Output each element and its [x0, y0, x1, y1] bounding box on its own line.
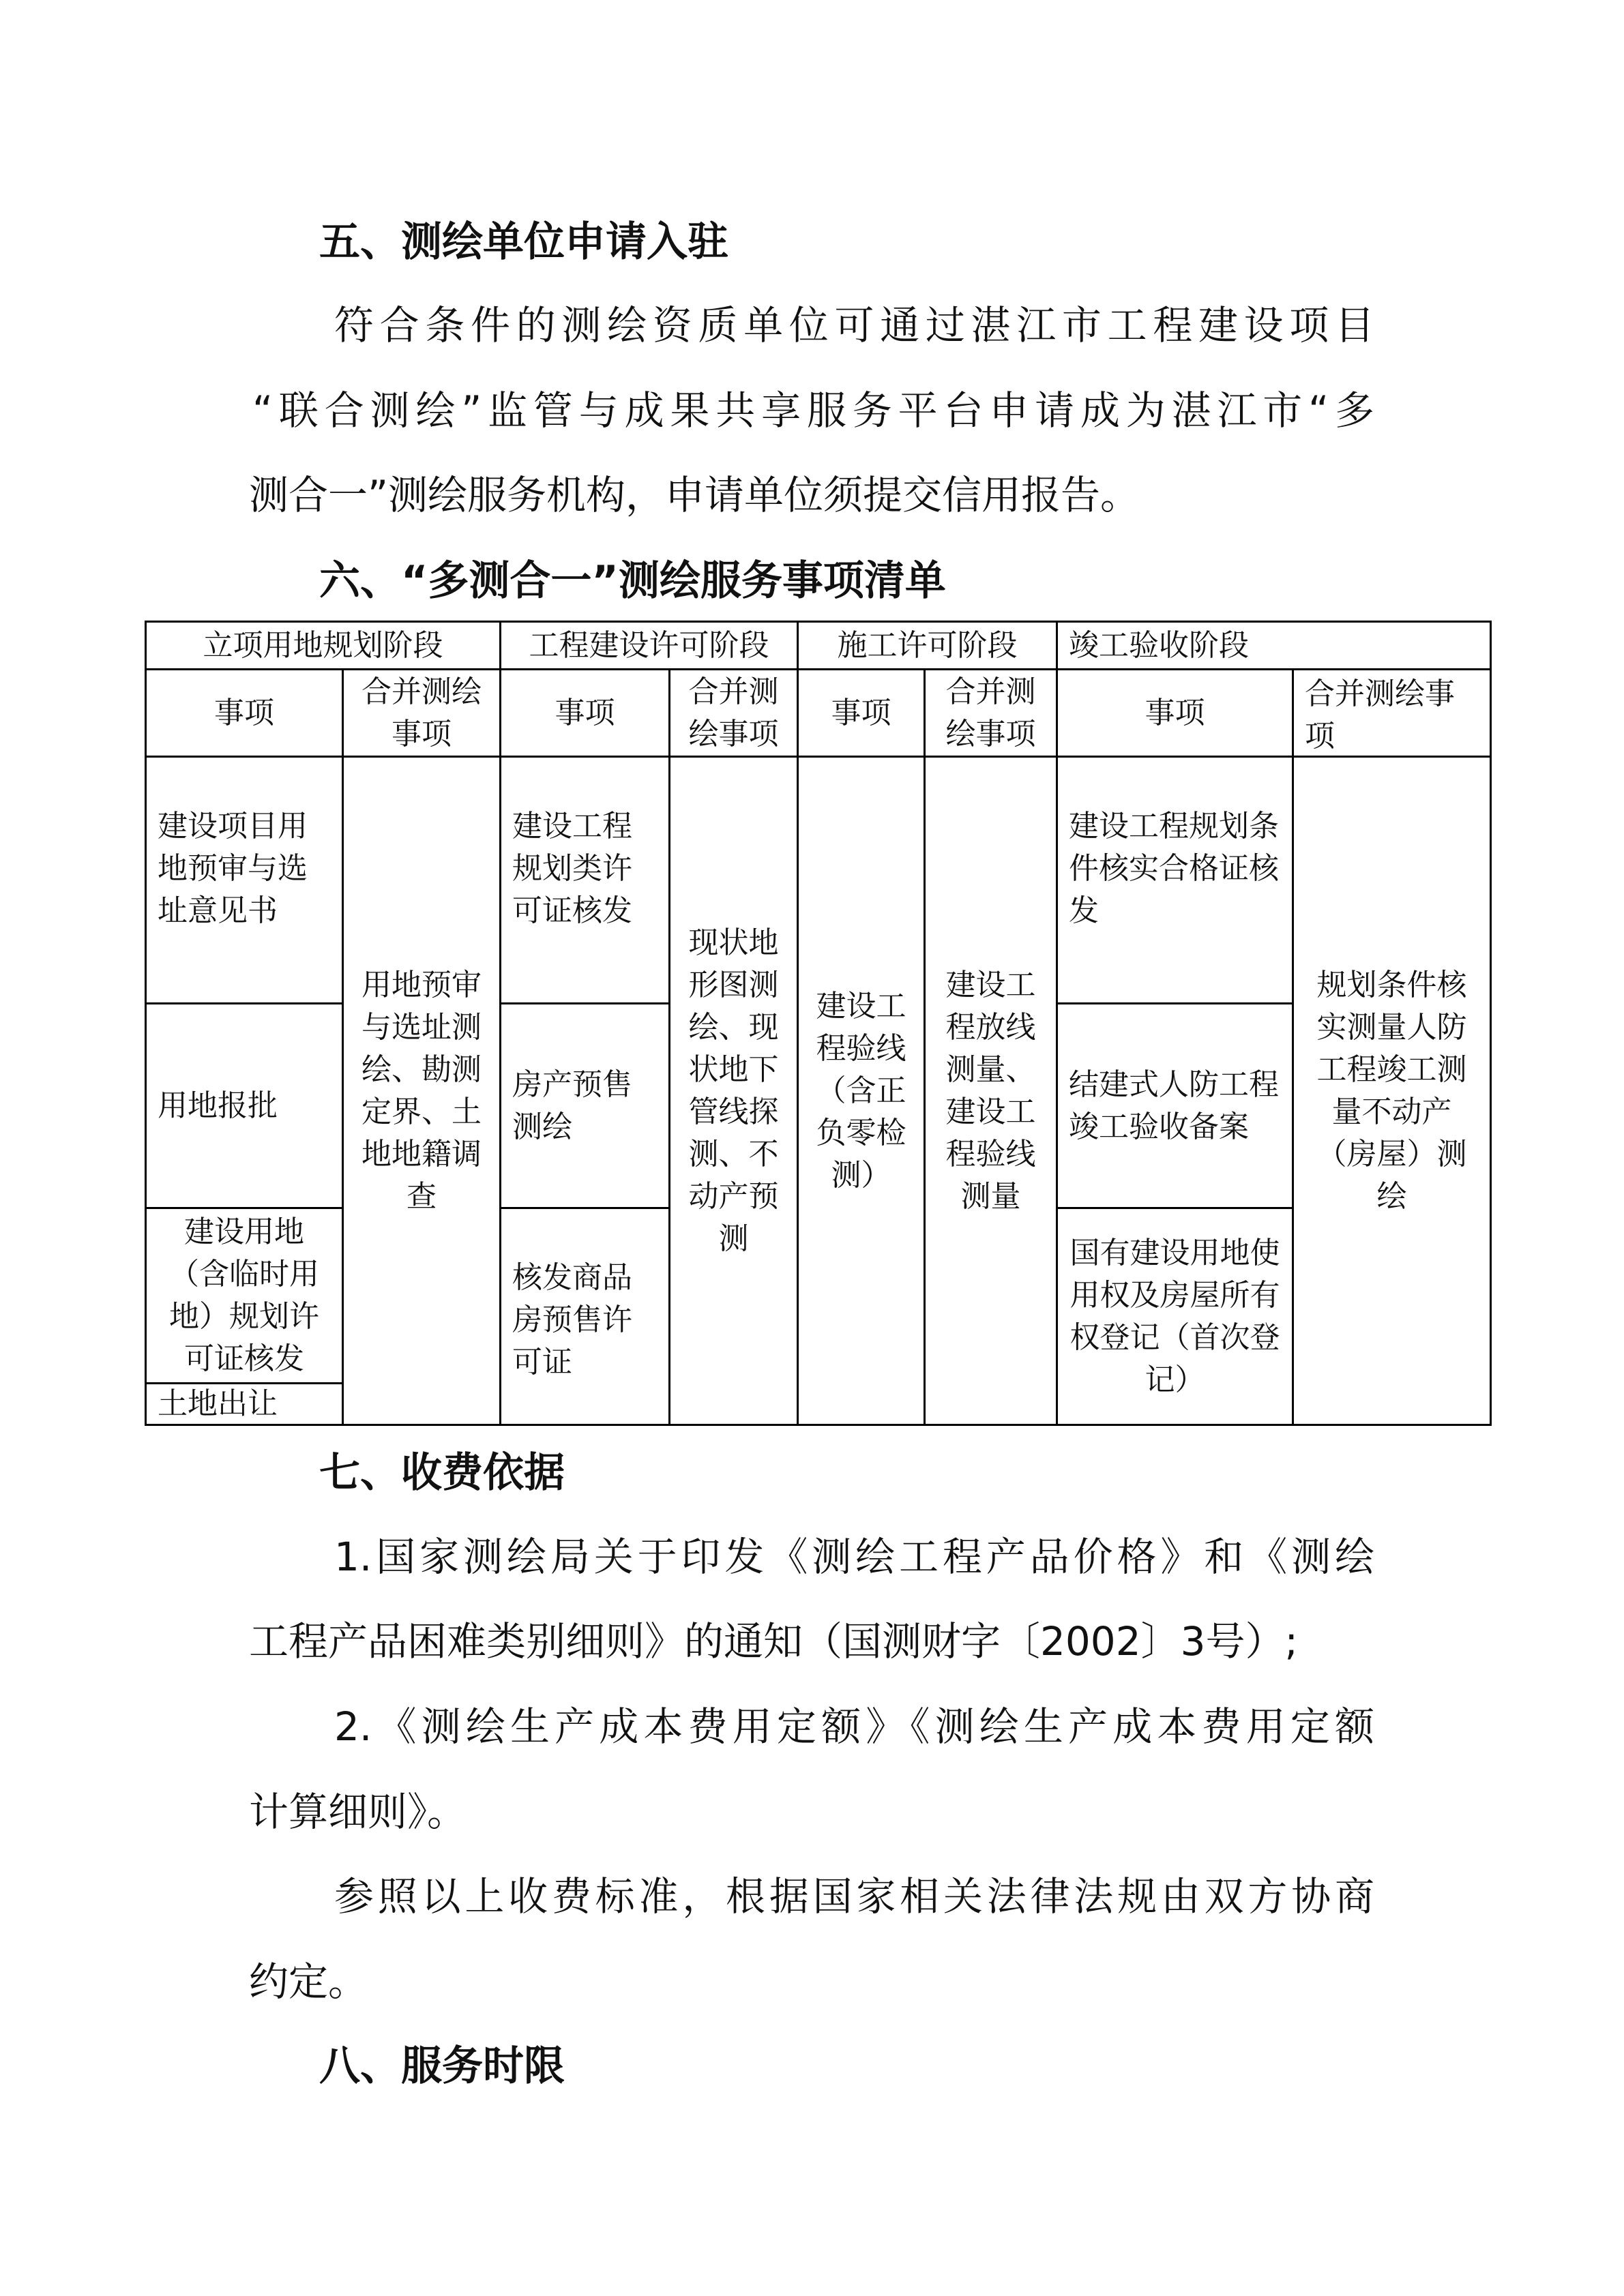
col-header-merged: 合并测绘事项: [688, 674, 779, 751]
stage2-merged-surveys: 现状地形图测绘、现状地下管线探测、不动产预测: [688, 925, 779, 1256]
fee-basis-item-2-line-1: 2.《测绘生产成本费用定额》《测绘生产成本费用定额: [334, 1703, 1374, 1750]
col-header-merged: 合并测绘事项: [1305, 676, 1455, 754]
col-header-item: 事项: [831, 695, 891, 730]
stage2-item: 核发商品房预售许可证: [512, 1260, 632, 1380]
col-header-merged: 合并测绘事项: [361, 674, 482, 751]
col-header-merged: 合并测绘事项: [945, 674, 1036, 751]
stage2-item: 房产预售测绘: [512, 1067, 632, 1144]
fee-basis-item-1-line-1: 1.国家测绘局关于印发《测绘工程产品价格》和《测绘: [334, 1534, 1374, 1580]
stage3-merged-surveys: 建设工程放线测量、建设工程验线测量: [945, 967, 1036, 1214]
stage1-item: 土地出让: [158, 1386, 278, 1421]
stage1-merged-surveys: 用地预审与选址测绘、勘测定界、土地地籍调查: [361, 967, 482, 1214]
section-7-heading: 七、收费依据: [319, 1449, 565, 1497]
stage1-item: 建设项目用地预审与选址意见书: [158, 809, 308, 928]
fee-basis-item-1-line-2: 工程产品困难类别细则》的通知（国测财字〔2002〕3号）;: [249, 1618, 1299, 1665]
col-header-item: 事项: [1145, 695, 1205, 730]
stage4-item: 国有建设用地使用权及房屋所有权登记（首次登记）: [1069, 1235, 1280, 1397]
fee-basis-item-2-line-2: 计算细则》。: [249, 1789, 467, 1835]
stage-header-construction-permit: 工程建设许可阶段: [529, 627, 769, 663]
section-5-paragraph-line-1: 符合条件的测绘资质单位可通过湛江市工程建设项目: [334, 302, 1374, 348]
stage1-item: 建设用地（含临时用地）规划许可证核发: [169, 1214, 319, 1376]
fee-note-line-2: 约定。: [249, 1958, 368, 2005]
section-5-paragraph-line-3: 测合一”测绘服务机构，申请单位须提交信用报告。: [249, 472, 1140, 518]
section-5-heading: 五、测绘单位申请入驻: [319, 218, 728, 266]
section-6-heading: 六、“多测合一”测绘服务事项清单: [319, 557, 946, 605]
stage4-item: 建设工程规划条件核实合格证核发: [1069, 809, 1279, 928]
col-header-item: 事项: [214, 695, 274, 730]
fee-note-line-1: 参照以上收费标准，根据国家相关法律法规由双方协商: [334, 1873, 1374, 1920]
stage3-item: 建设工程验线（含正负零检测）: [816, 988, 906, 1193]
stage1-item: 用地报批: [158, 1088, 278, 1123]
stage4-merged-surveys: 规划条件核实测量人防工程竣工测量不动产（房屋）测绘: [1316, 967, 1467, 1214]
col-header-item: 事项: [555, 695, 615, 730]
stage-header-work-permit: 施工许可阶段: [837, 627, 1018, 663]
section-5-paragraph-line-2: “联合测绘”监管与成果共享服务平台申请成为湛江市“多: [252, 387, 1374, 434]
section-8-heading: 八、服务时限: [319, 2042, 565, 2090]
stage4-item: 结建式人防工程竣工验收备案: [1069, 1067, 1279, 1144]
stage-header-land-planning: 立项用地规划阶段: [203, 627, 443, 663]
stage2-item: 建设工程规划类许可证核发: [512, 809, 632, 928]
stage-header-completion-acceptance: 竣工验收阶段: [1069, 627, 1249, 663]
